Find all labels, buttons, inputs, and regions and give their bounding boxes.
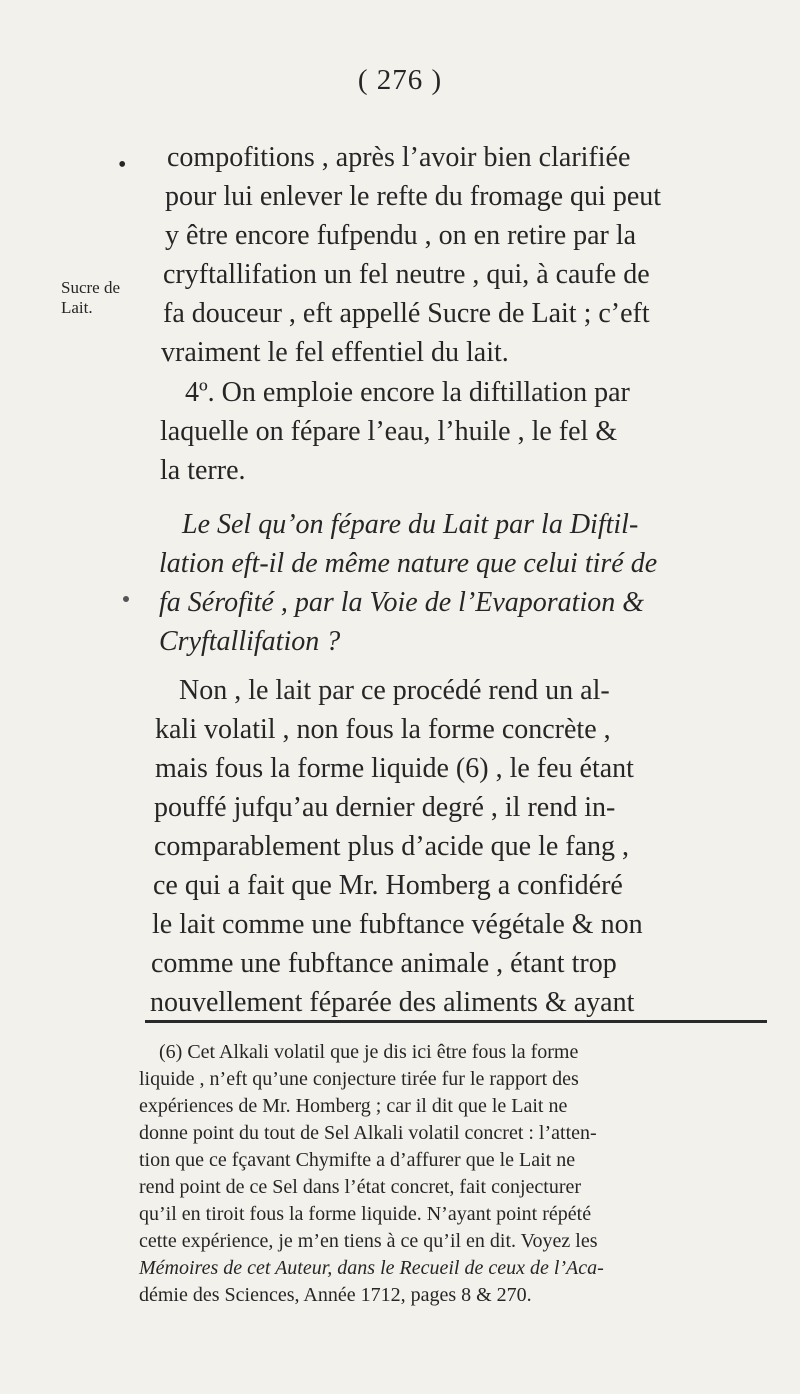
footnote-line: (6) Cet Alkali volatil que je dis ici être fous la forme: [159, 1041, 579, 1063]
footnote-line: tion que ce fçavant Chymifte a d’affurer que le Lait ne: [139, 1149, 576, 1171]
footnote-line: Mémoires de cet Auteur, dans le Recueil de ceux de l’Aca-: [139, 1257, 604, 1279]
page-number: ( 276 ): [357, 64, 443, 96]
body-line: compofitions , après l’avoir bien clarifiée: [167, 142, 631, 173]
footnote-line: cette expérience, je m’en tiens à ce qu’il en dit. Voyez les: [139, 1230, 598, 1252]
footnote-line: rend point de ce Sel dans l’état concret, fait conjecturer: [139, 1176, 582, 1198]
margin-note-line: Sucre de: [61, 278, 121, 297]
body-line: y être encore fufpendu , on en retire par la: [165, 220, 637, 251]
margin-note: [61, 278, 151, 318]
footnote-line: donne point du tout de Sel Alkali volatil concret : l’atten-: [139, 1122, 597, 1144]
body-line: laquelle on fépare l’eau, l’huile , le fel &: [160, 416, 618, 447]
body-line: la terre.: [160, 455, 246, 486]
answer-line: kali volatil , non fous la forme concrète ,: [155, 714, 611, 745]
answer-line: comparablement plus d’acide que le fang ,: [154, 831, 630, 862]
margin-note-line: Lait.: [61, 298, 93, 317]
question-line: lation eft-il de même nature que celui tiré de: [159, 548, 658, 579]
answer-line: comme une fubftance animale , étant trop: [151, 948, 617, 979]
margin-dot-mark: [123, 596, 129, 602]
footnote-line: qu’il en tiroit fous la forme liquide. N’ayant point répété: [139, 1203, 592, 1225]
body-line: vraiment le fel effentiel du lait.: [161, 337, 509, 368]
question-line: fa Sérofité , par la Voie de l’Evaporation &: [159, 587, 645, 618]
body-line: 4º. On emploie encore la diftillation par: [185, 377, 630, 408]
margin-bullet-mark: •: [118, 152, 127, 178]
footnote-line: expériences de Mr. Homberg ; car il dit que le Lait ne: [139, 1095, 568, 1117]
body-line: pour lui enlever le refte du fromage qui peut: [165, 181, 662, 212]
question-line: Cryftallifation ?: [159, 626, 341, 657]
body-line: fa douceur , eft appellé Sucre de Lait ; c’eft: [163, 298, 650, 329]
answer-line: Non , le lait par ce procédé rend un al-: [179, 675, 610, 706]
answer-line: ce qui a fait que Mr. Homberg a confidéré: [153, 870, 623, 901]
answer-line: nouvellement féparée des aliments & ayant: [150, 987, 635, 1018]
footnote-rule: [145, 1020, 767, 1023]
footnote-line: démie des Sciences, Année 1712, pages 8 & 270.: [139, 1284, 532, 1306]
answer-line: le lait comme une fubftance végétale & non: [152, 909, 643, 940]
question-line: Le Sel qu’on fépare du Lait par la Diftil-: [182, 509, 639, 540]
body-line: cryftallifation un fel neutre , qui, à caufe de: [163, 259, 650, 290]
answer-line: pouffé jufqu’au dernier degré , il rend in-: [154, 792, 616, 823]
footnote-line: liquide , n’eft qu’une conjecture tirée fur le rapport des: [139, 1068, 579, 1090]
answer-line: mais fous la forme liquide (6) , le feu étant: [155, 753, 634, 784]
